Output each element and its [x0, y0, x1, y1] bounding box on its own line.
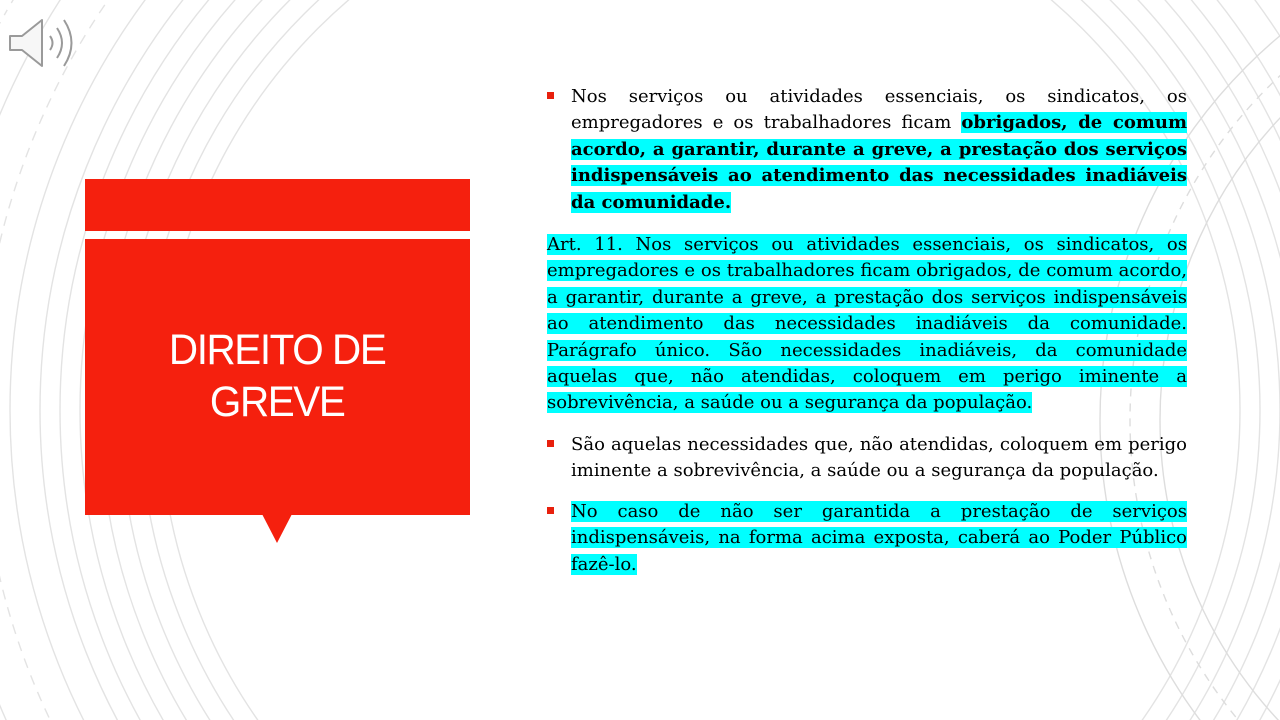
bullet-square-icon: [547, 507, 554, 514]
article-11-paragraph: [547, 232, 1187, 417]
bullet-item-2: [547, 432, 1187, 485]
title-box: [85, 239, 470, 515]
slide-title: [169, 324, 385, 428]
bullet-item-1: [547, 84, 1187, 216]
bullet-1-highlighted-text: obrigados, de comum acordo, a garantir, durante a greve, a prestação dos serviços indispensáveis ao atendimento das necessidades inadiáveis da comunidade.: [571, 112, 1187, 213]
bullet-item-3: [547, 499, 1187, 578]
bullet-1-text: Nos serviços ou atividades essenciais, os sindicatos, os empregadores e os trabalhadores ficam: [571, 86, 1187, 134]
slide-title-line-1: DIREITO DE: [169, 326, 386, 374]
bullet-square-icon: [547, 440, 554, 447]
slide-content: [547, 84, 1187, 578]
article-11-text: Art. 11. Nos serviços ou atividades essenciais, os sindicatos, os empregadores e os trabalhadores ficam obrigados, de comum acordo, a garantir, durante a greve, a prestação dos serviços indispensáveis ao atendimento das necessidades inadiáveis da comunidade. Parágrafo único. São necessidades inadiáveis, da comunidade aquelas que, não atendidas, coloquem em perigo iminente a sobrevivência, a saúde ou a segurança da população.: [547, 234, 1187, 414]
callout-pointer: [262, 514, 292, 543]
bullet-2-text: São aquelas necessidades que, não atendidas, coloquem em perigo iminente a sobrevivência, a saúde ou a segurança da população.: [571, 433, 1187, 482]
slide-title-line-2: GREVE: [210, 378, 345, 426]
bullet-square-icon: [547, 92, 554, 99]
title-accent-strip: [85, 179, 470, 231]
bullet-3-text: No caso de não ser garantida a prestação de serviços indispensáveis, na forma acima exposta, caberá ao Poder Público fazê-lo.: [571, 500, 1187, 575]
speaker-icon[interactable]: [6, 14, 82, 72]
